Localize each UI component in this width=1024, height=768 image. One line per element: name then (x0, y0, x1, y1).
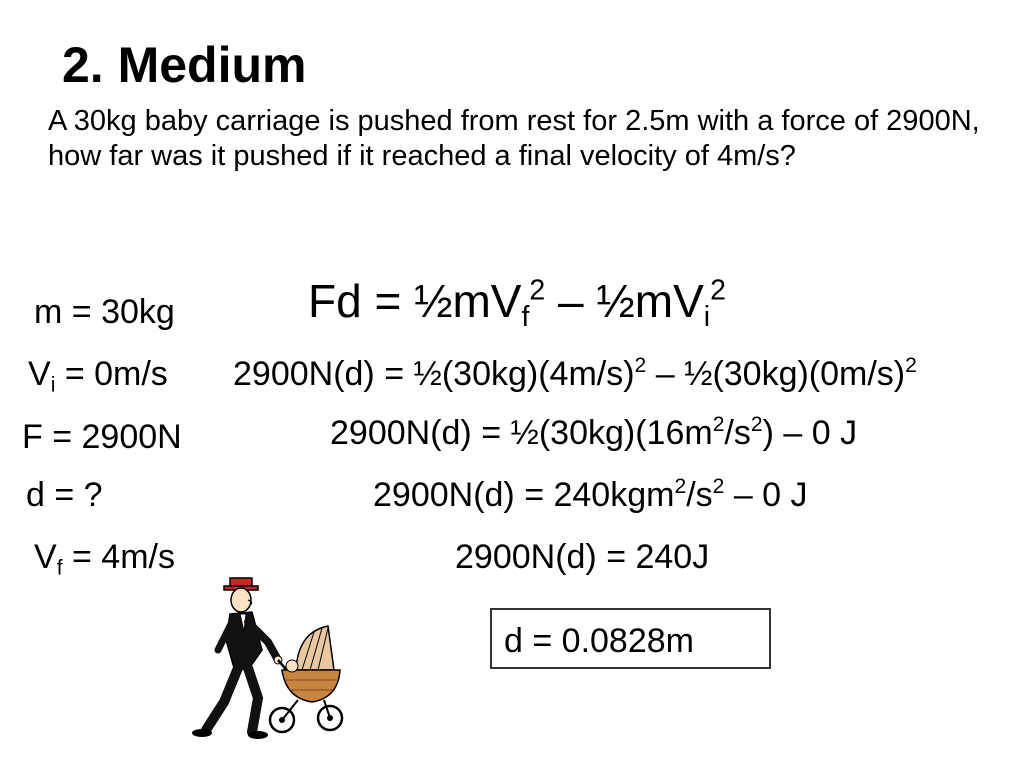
man-pushing-carriage-illustration (178, 570, 348, 745)
given-force: F = 2900N (22, 418, 182, 456)
baby-carriage-icon (270, 626, 342, 732)
slide-title: 2. Medium (62, 37, 307, 93)
answer-text: d = 0.0828m (504, 622, 694, 660)
given-mass: m = 30kg (34, 293, 175, 331)
problem-statement: A 30kg baby carriage is pushed from rest for 2.5m with a force of 2900N, how far was it pushed if it reached a final velocity of 4m/s? (48, 105, 980, 172)
equation-step-4: 2900N(d) = 240J (455, 538, 710, 576)
given-final-velocity: $V_f = 4m/s$ (34, 538, 175, 580)
answer-box (490, 608, 771, 669)
equation-step-2: $2900N(d) = \frac{1}{2}(30kg)(16m^2/s^2) - 0$ J (330, 412, 858, 452)
equation-step-1: $2900N(d) = \frac{1}{2}(30kg)(4m/s)^2$ – $\frac{1}{2}(30kg)(0m/s)^2$ (233, 353, 917, 393)
work-energy-equation: $Fd = \frac{1}{2}mV_f^2$ – $\frac{1}{2}mV_i^2$ (308, 274, 726, 334)
given-initial-velocity: $V_i = 0m/s$ (28, 355, 168, 397)
equation-step-3: $2900N(d) = 240kgm^2/s^2 - 0$ J (373, 474, 808, 514)
given-distance: d = ? (26, 476, 103, 514)
